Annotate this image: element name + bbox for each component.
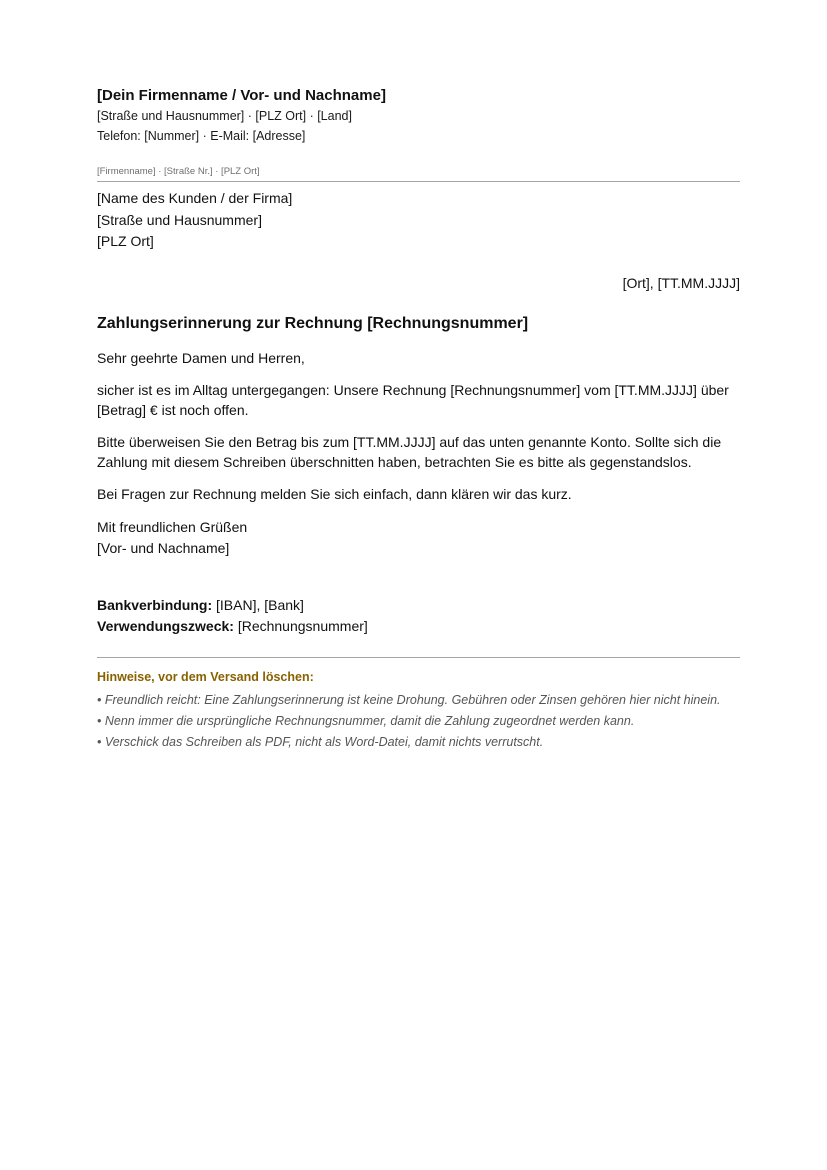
closing-phrase: Mit freundlichen Grüßen <box>97 518 248 535</box>
purpose-value: [Rechnungsnummer] <box>233 617 368 634</box>
purpose-details <box>97 616 740 637</box>
signature-name: [Vor- und Nachname] <box>97 539 230 556</box>
sender-name: [Dein Firmenname / Vor- und Nachname] <box>97 87 386 104</box>
notes-section <box>97 657 740 753</box>
sender-block <box>97 86 740 146</box>
bank-details <box>97 595 740 616</box>
closing-block <box>97 517 740 559</box>
date-line: [Ort], [TT.MM.JJJJ] <box>622 274 740 291</box>
salutation: Sehr geehrte Damen und Herren, <box>97 349 305 366</box>
return-address-line: [Firmenname] · [Straße Nr.] · [PLZ Ort] <box>97 165 740 182</box>
subject-line: Zahlungserinnerung zur Rechnung [Rechnungsnummer] <box>97 314 529 332</box>
body-paragraph-1: sicher ist es im Alltag untergegangen: Unsere Rechnung [Rechnungsnummer] vom [TT.MM.JJJJ] über [Betrag] € ist noch offen. <box>97 382 729 418</box>
letter-content <box>97 86 740 753</box>
sender-contact: Telefon: [Nummer] · E-Mail: [Adresse] <box>97 129 306 143</box>
note-item: • Nenn immer die ursprüngliche Rechnungsnummer, damit die Zahlung zugeordnet werden kann. <box>97 713 635 728</box>
bank-block <box>97 595 740 637</box>
body-paragraph-2: Bitte überweisen Sie den Betrag bis zum [TT.MM.JJJJ] auf das unten genannte Konto. Sollte sich die Zahlung mit diesem Schreiben überschnitten haben, betrachten Sie es bitte als gegenstandslos. <box>97 434 722 470</box>
recipient-name: [Name des Kunden / der Firma] <box>97 190 293 206</box>
recipient-block <box>97 188 740 253</box>
recipient-street: [Straße und Hausnummer] <box>97 211 262 228</box>
body-paragraph-3: Bei Fragen zur Rechnung melden Sie sich einfach, dann klären wir das kurz. <box>97 486 572 502</box>
bank-value: [IBAN], [Bank] <box>212 596 304 613</box>
notes-title: Hinweise, vor dem Versand löschen: <box>97 669 314 684</box>
recipient-city: [PLZ Ort] <box>97 233 154 249</box>
sender-address: [Straße und Hausnummer] · [PLZ Ort] · [Land] <box>97 109 352 123</box>
note-item: • Freundlich reicht: Eine Zahlungserinnerung ist keine Drohung. Gebühren oder Zinsen gehören hier nicht hinein. <box>97 692 721 707</box>
bank-label: Bankverbindung: <box>97 596 213 613</box>
note-item: • Verschick das Schreiben als PDF, nicht als Word-Datei, damit nichts verrutscht. <box>97 734 544 749</box>
purpose-label: Verwendungszweck: <box>97 617 234 634</box>
